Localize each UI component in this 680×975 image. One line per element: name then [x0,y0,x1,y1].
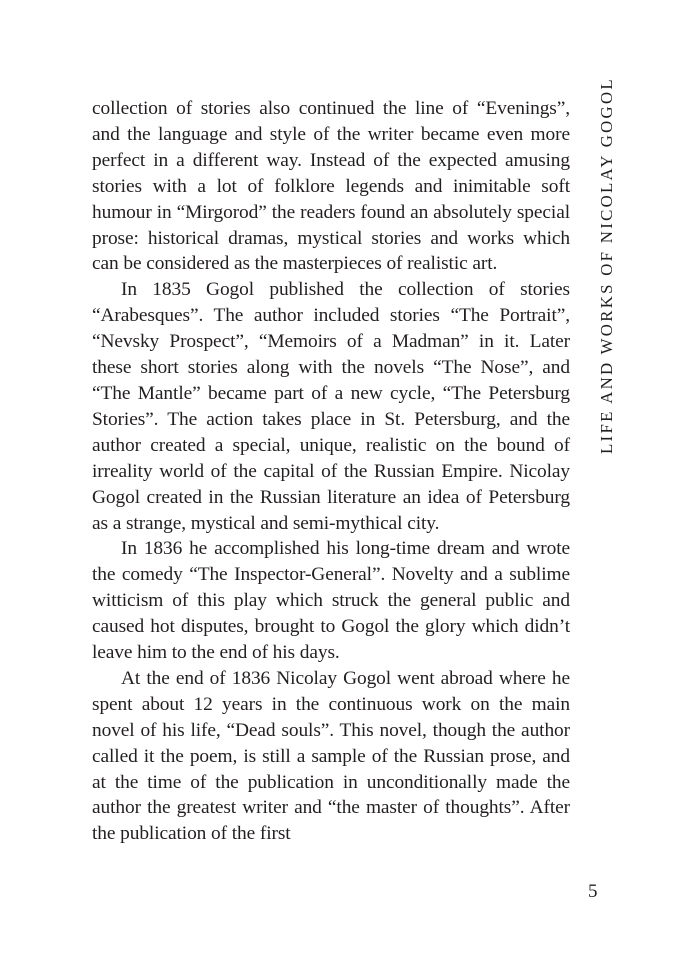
paragraph-arabesques: In 1835 Gogol published the collection of stories “Arabesques”. The author included stories “The Portrait”, “Nevsky Prospect”, “Memoirs of a Madman” in it. Later these short stories along with the novels “The Nose”, and “The Mantle” became part of a new cycle, “The Petersburg Stories”. The action takes place in St. Petersburg, and the author created a special, unique, realistic on the bound of irreality world of the capital of the Russian Empire. Nicolay Gogol created in the Russian literature an idea of Petersburg as a strange, mystical and semi-mythical city. [92,279,570,534]
body-text [92,96,570,847]
page-number: 5 [588,881,598,902]
running-head: LIFE AND WORKS OF NICOLAY GOGOL [597,77,616,454]
paragraph-dead-souls: At the end of 1836 Nicolay Gogol went abroad where he spent about 12 years in the continuous work on the main novel of his life, “Dead souls”. This novel, though the author called it the poem, is still a sample of the Russian prose, and at the time of the publication in unconditionally made the author the greatest writer and “the master of thoughts”. After the publication of the first [92,667,570,845]
paragraph-inspector-general: In 1836 he accomplished his long-time dream and wrote the comedy “The Inspector-General”. Novelty and a sublime witticism of this play which struck the general public and caused hot disputes, brought to Gogol the glory which didn’t leave him to the end of his days. [92,538,570,664]
paragraph-continued: collection of stories also continued the line of “Evenings”, and the language and style of the writer became even more perfect in a different way. Instead of the expected amusing stories with a lot of folklore legends and inimitable soft humour in “Mirgorod” the readers found an absolutely special prose: historical dramas, mystical stories and works which can be considered as the masterpieces of realistic art. [92,98,570,275]
